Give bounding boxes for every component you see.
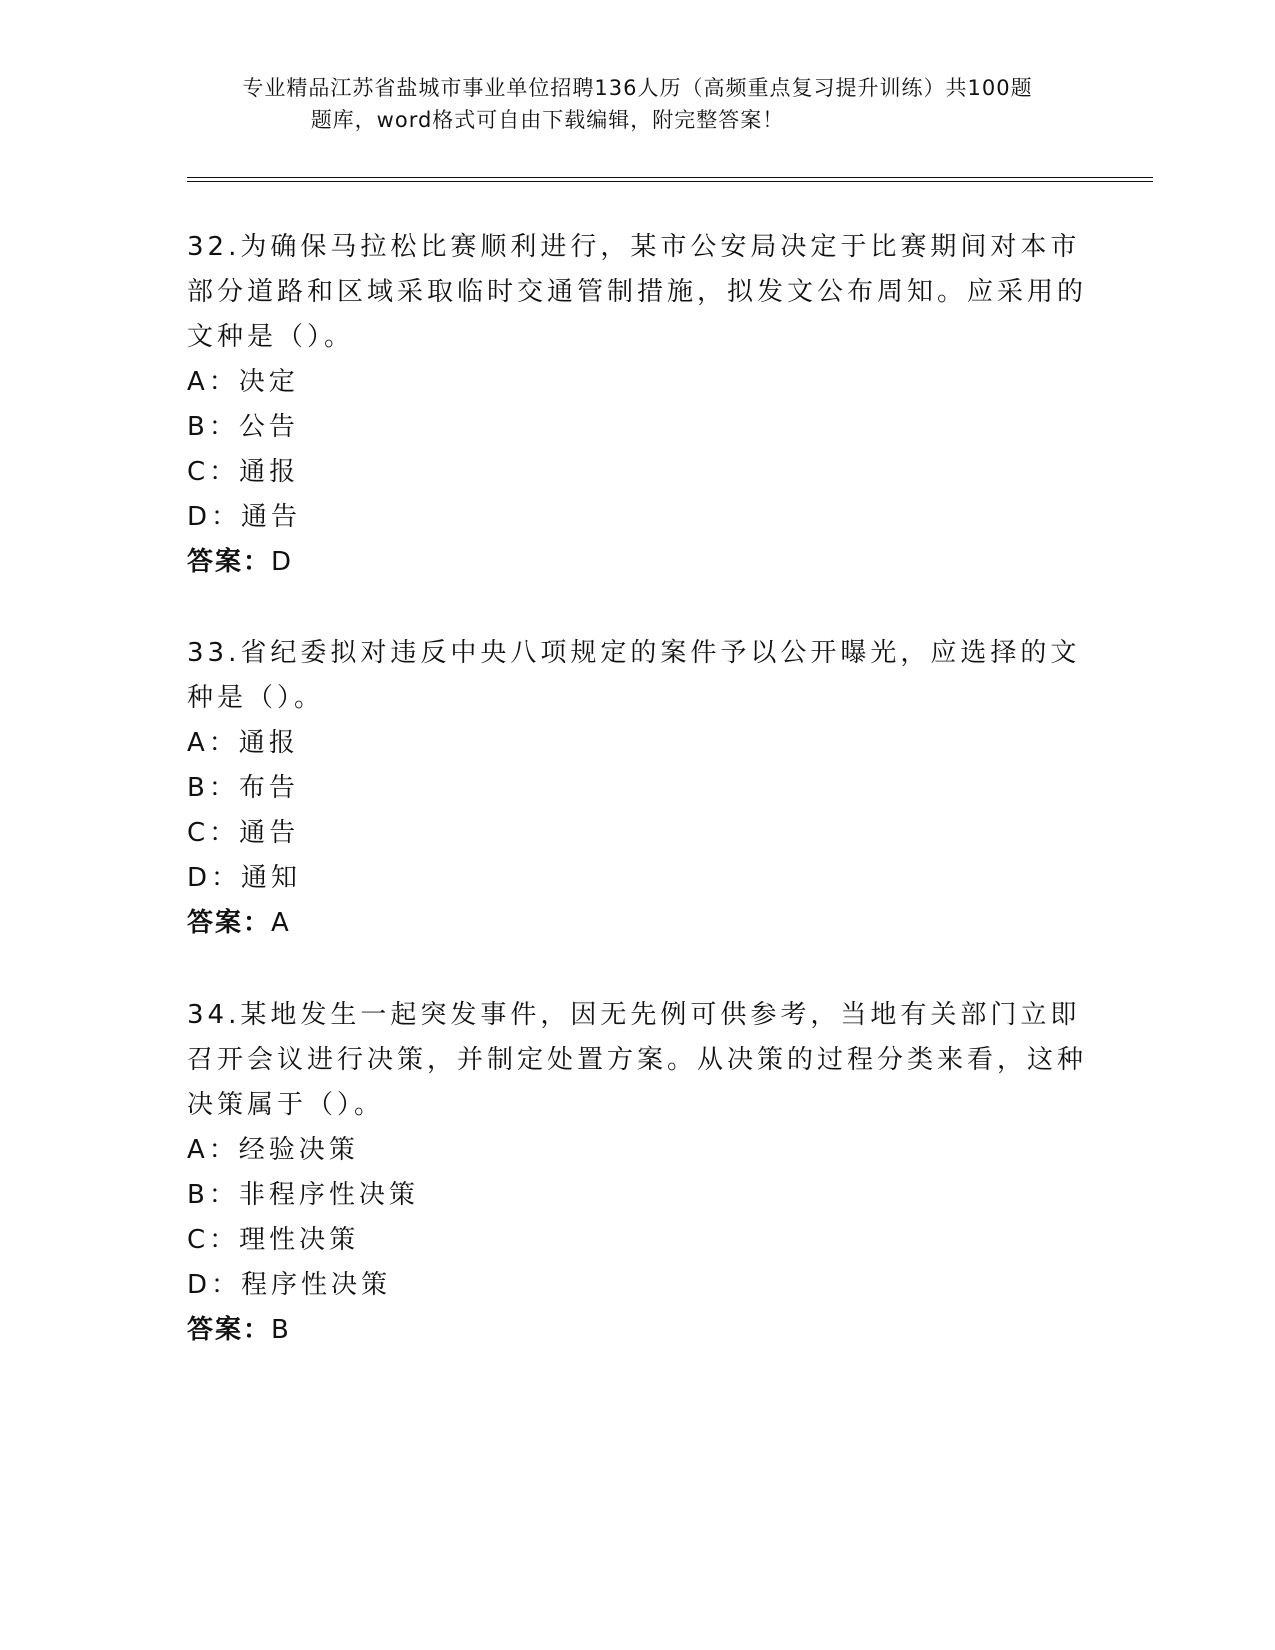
question-33 [187, 631, 1087, 946]
answer-line [187, 540, 1087, 585]
option-b: B：公告 [187, 412, 299, 442]
question-34 [187, 993, 1087, 1353]
question-32 [187, 225, 1087, 585]
document-header [0, 72, 1275, 136]
header-divider-top [187, 177, 1153, 178]
option-a: A：通报 [187, 728, 299, 758]
header-title-line1: 专业精品江苏省盐城市事业单位招聘136人历（高频重点复习提升训练）共100题 [242, 76, 1033, 100]
answer-value: D [271, 547, 294, 577]
answer-line [187, 901, 1087, 946]
option-a: A：决定 [187, 367, 299, 397]
header-divider-bottom [187, 181, 1153, 182]
option-b: B：布告 [187, 773, 299, 803]
answer-label: 答案： [187, 908, 272, 938]
answer-label: 答案： [187, 1315, 272, 1345]
option-c: C：通告 [187, 818, 300, 848]
question-stem: 32.为确保马拉松比赛顺利进行，某市公安局决定于比赛期间对本市部分道路和区域采取临时交通管制措施，拟发文公布周知。应采用的文种是（）。 [187, 232, 1088, 352]
option-a: A：经验决策 [187, 1135, 359, 1165]
option-c: C：通报 [187, 457, 300, 487]
option-d: D：通告 [187, 502, 302, 532]
answer-value: A [271, 908, 291, 938]
option-d: D：通知 [187, 863, 302, 893]
option-d: D：程序性决策 [187, 1270, 392, 1300]
answer-value: B [271, 1315, 291, 1345]
question-stem: 33.省纪委拟对违反中央八项规定的案件予以公开曝光，应选择的文种是（）。 [187, 638, 1081, 713]
option-c: C：理性决策 [187, 1225, 360, 1255]
answer-line [187, 1308, 1087, 1353]
header-title-line2: 题库，word格式可自由下载编辑，附完整答案！ [310, 108, 785, 132]
question-stem: 34.某地发生一起突发事件，因无先例可供参考，当地有关部门立即召开会议进行决策，并制定处置方案。从决策的过程分类来看，这种决策属于（）。 [187, 1000, 1088, 1120]
option-b: B：非程序性决策 [187, 1180, 419, 1210]
answer-label: 答案： [187, 547, 272, 577]
